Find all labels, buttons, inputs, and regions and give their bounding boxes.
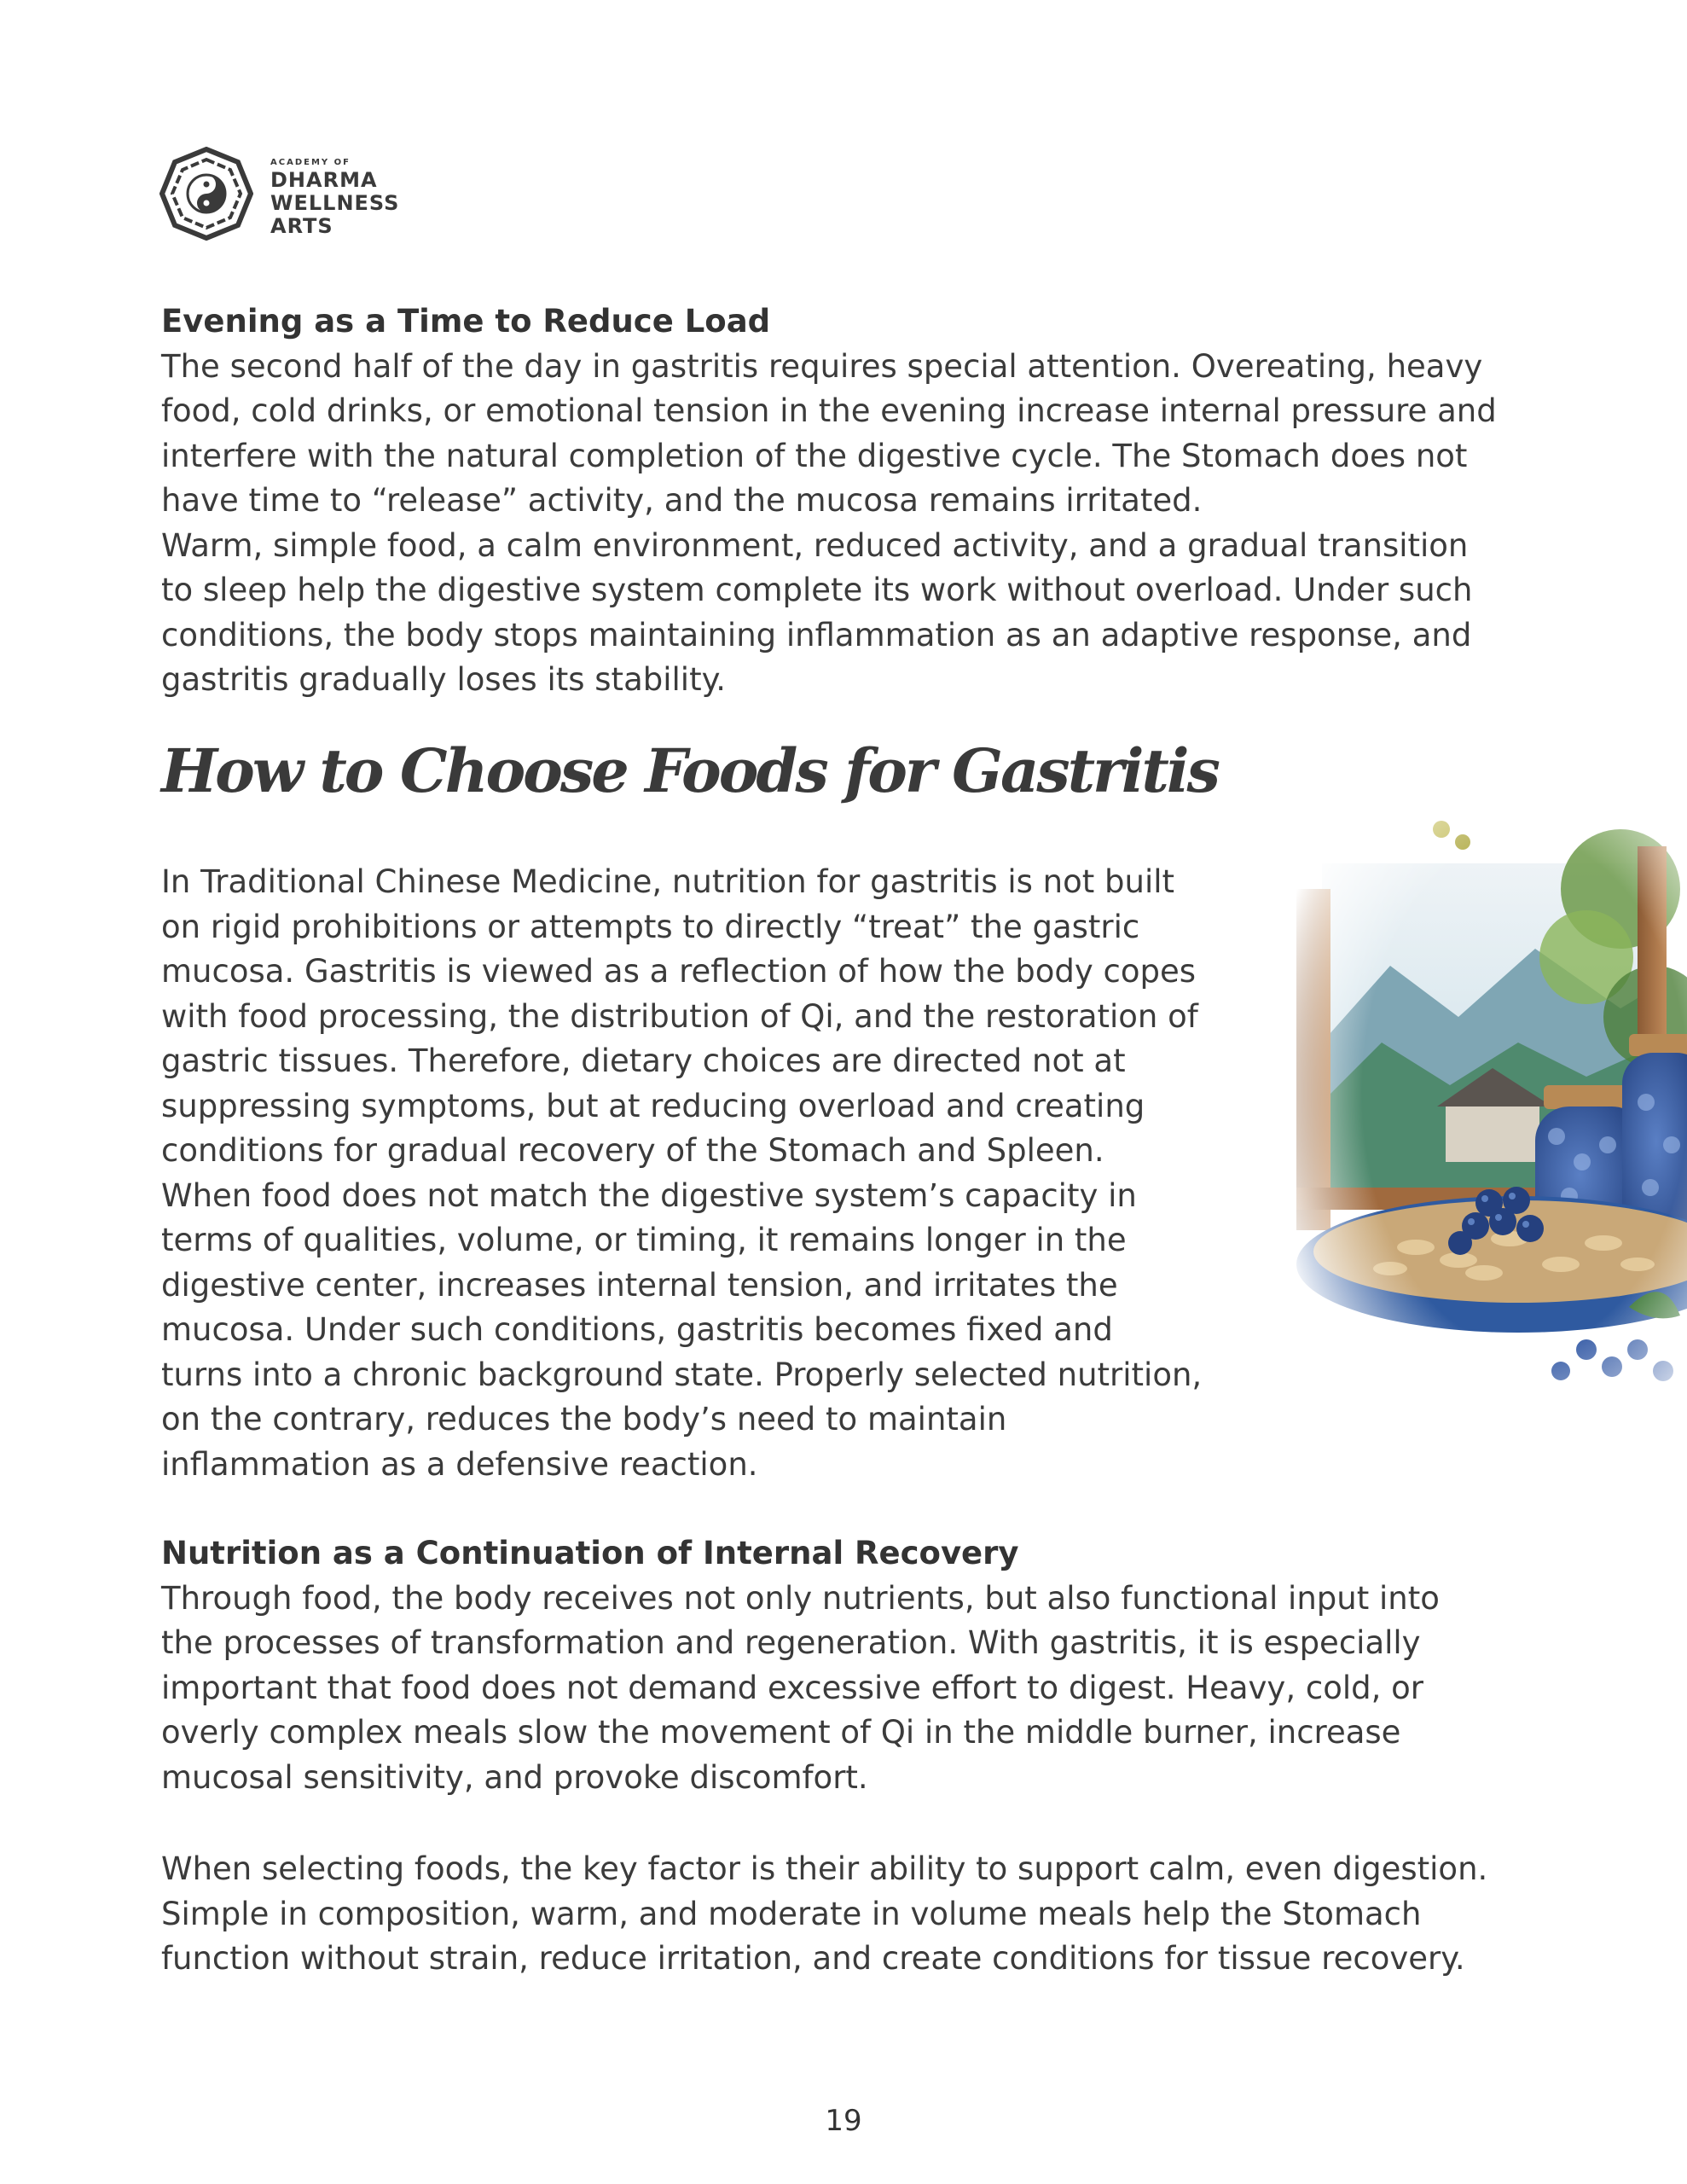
evening-section: [161, 299, 1577, 703]
text-line: mucosa. Gastritis is viewed as a reflection of how the body copes: [161, 953, 1197, 990]
text-line: have time to “release” activity, and the mucosa remains irritated.: [161, 482, 1203, 519]
text-line: mucosal sensitivity, and provoke discomfort.: [161, 1758, 868, 1796]
nutrition-heading: Nutrition as a Continuation of Internal Recovery: [161, 1535, 1019, 1571]
text-line: conditions, the body stops maintaining inflammation as an adaptive response, and: [161, 616, 1472, 653]
text-line: The second half of the day in gastritis requires special attention. Overeating, heavy: [161, 347, 1483, 385]
logo-line-arts: ARTS: [270, 214, 333, 238]
text-line: In Traditional Chinese Medicine, nutrition for gastritis is not built: [161, 863, 1175, 900]
choose-paragraph: [161, 860, 1270, 1487]
nutrition-section: [161, 1531, 1577, 1800]
text-line: important that food does not demand excessive effort to digest. Heavy, cold, or: [161, 1669, 1423, 1706]
nutrition-paragraph: [161, 1577, 1577, 1801]
logo-line-dharma: DHARMA: [270, 168, 378, 192]
oatmeal-blueberries-illustration: [1262, 761, 1687, 1425]
text-line: function without strain, reduce irritation, and create conditions for tissue recovery.: [161, 1940, 1465, 1977]
text-line: When selecting foods, the key factor is their ability to support calm, even digestion.: [161, 1850, 1488, 1887]
logo-wordmark: [270, 157, 399, 238]
text-line: to sleep help the digestive system complete its work without overload. Under such: [161, 572, 1473, 608]
text-line: mucosa. Under such conditions, gastritis becomes fixed and: [161, 1311, 1113, 1348]
selecting-section: [161, 1847, 1577, 1982]
text-line: on rigid prohibitions or attempts to directly “treat” the gastric: [161, 908, 1140, 945]
section-title: How to Choose Foods for Gastritis: [161, 735, 1218, 806]
text-line: terms of qualities, volume, or timing, it remains longer in the: [161, 1222, 1127, 1258]
text-line: the processes of transformation and regeneration. With gastritis, it is especially: [161, 1624, 1421, 1661]
page-number: 19: [825, 2104, 862, 2138]
bagua-yin-yang-icon: [159, 147, 253, 241]
evening-paragraph: [161, 345, 1577, 703]
text-line: Warm, simple food, a calm environment, reduced activity, and a gradual transition: [161, 526, 1469, 564]
logo-academy-of: ACADEMY OF: [270, 158, 351, 167]
text-line: gastric tissues. Therefore, dietary choices are directed not at: [161, 1043, 1126, 1079]
text-line: interfere with the natural completion of the digestive cycle. The Stomach does not: [161, 437, 1468, 474]
text-line: inflammation as a defensive reaction.: [161, 1445, 758, 1483]
text-line: food, cold drinks, or emotional tension in the evening increase internal pressure and: [161, 392, 1497, 429]
choose-section: [161, 860, 1270, 1487]
text-line: Simple in composition, warm, and moderate in volume meals help the Stomach: [161, 1895, 1422, 1932]
text-line: turns into a chronic background state. Properly selected nutrition,: [161, 1356, 1203, 1393]
text-line: overly complex meals slow the movement of Qi in the middle burner, increase: [161, 1714, 1401, 1751]
text-line: gastritis gradually loses its stability.: [161, 661, 726, 698]
selecting-paragraph: [161, 1847, 1577, 1982]
logo-line-wellness: WELLNESS: [270, 191, 400, 215]
text-line: on the contrary, reduces the body’s need to maintain: [161, 1401, 1007, 1438]
text-line: Through food, the body receives not only nutrients, but also functional input into: [161, 1579, 1440, 1617]
text-line: When food does not match the digestive system’s capacity in: [161, 1176, 1137, 1214]
evening-heading: Evening as a Time to Reduce Load: [161, 303, 771, 340]
text-line: with food processing, the distribution of Qi, and the restoration of: [161, 997, 1198, 1035]
text-line: digestive center, increases internal tension, and irritates the: [161, 1266, 1118, 1304]
text-line: suppressing symptoms, but at reducing overload and creating: [161, 1087, 1145, 1124]
academy-logo: [159, 145, 415, 243]
text-line: conditions for gradual recovery of the Stomach and Spleen.: [161, 1132, 1104, 1169]
